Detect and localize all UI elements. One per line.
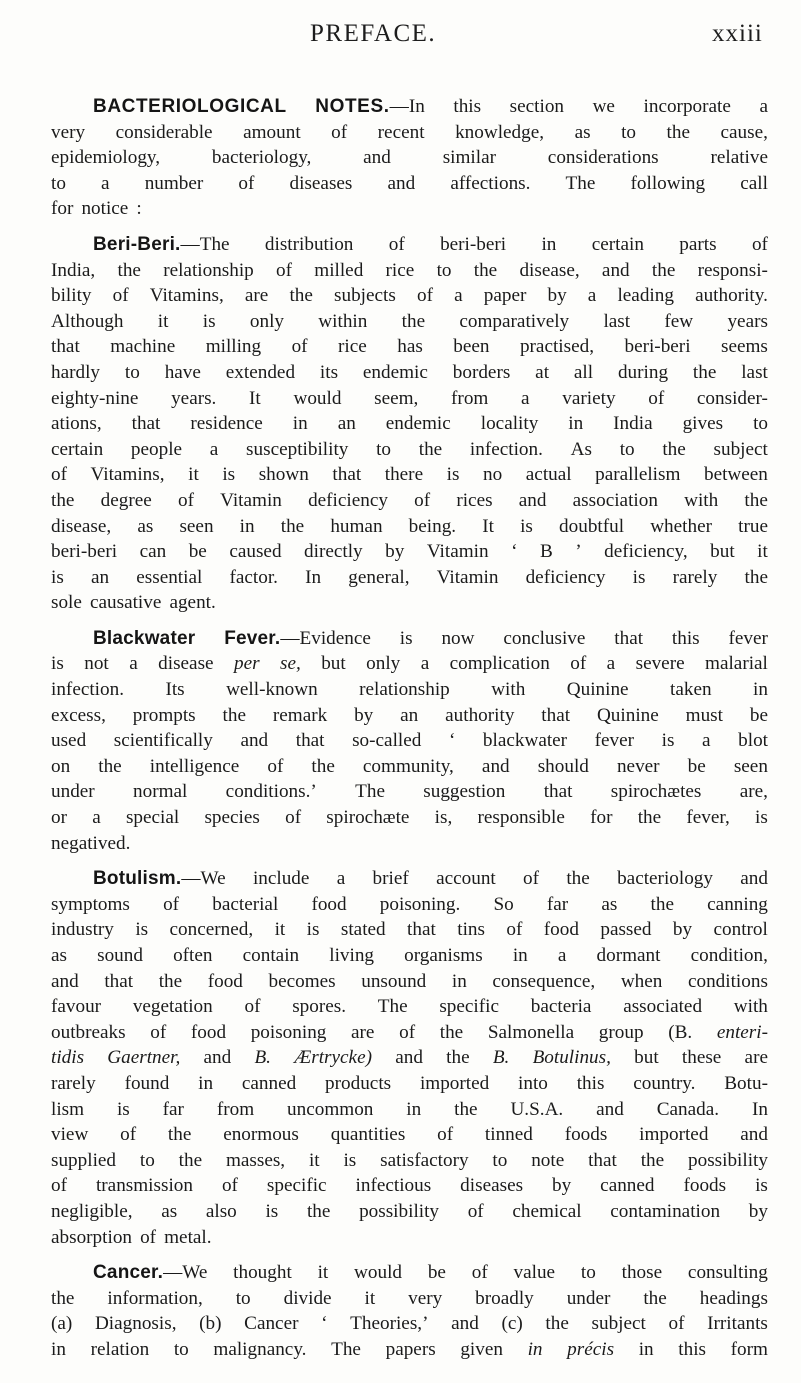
text-line: symptoms of bacterial food poisoning. So far as the canning bbox=[51, 893, 768, 915]
paragraph-beri-beri bbox=[0, 232, 801, 616]
text-line: that machine milling of rice has been practised, beri-beri seems bbox=[51, 336, 768, 358]
text-line: India, the relationship of milled rice to the disease, and the responsi- bbox=[51, 259, 768, 281]
paragraph-cancer bbox=[0, 1260, 801, 1362]
text-line: disease, as seen in the human being. It is doubtful whether true bbox=[51, 515, 768, 537]
text-line: bility of Vitamins, are the subjects of a paper by a leading authority. bbox=[51, 285, 768, 307]
text-line: or a special species of spirochæte is, responsible for the fever, is bbox=[51, 807, 768, 829]
paragraph-botulism bbox=[0, 866, 801, 1250]
text-line: certain people a susceptibility to the infection. As to the subject bbox=[51, 438, 768, 460]
text-line: Blackwater Fever.—Evidence is now conclusive that this fever bbox=[93, 627, 768, 649]
text-line: very considerable amount of recent knowledge, as to the cause, bbox=[51, 121, 768, 143]
paragraph-blackwater-fever bbox=[0, 626, 801, 856]
text-line: negligible, as also is the possibility of chemical contamination by bbox=[51, 1200, 768, 1222]
text-line: infection. Its well-known relationship with Quinine taken in bbox=[51, 679, 768, 701]
text-line: excess, prompts the remark by an authority that Quinine must be bbox=[51, 704, 768, 726]
text-line: ations, that residence in an endemic locality in India gives to bbox=[51, 413, 768, 435]
running-title: PREFACE. bbox=[310, 20, 437, 47]
text-line: tidis Gaertner, and B. Ærtrycke) and the B. Botulinus, but these are bbox=[51, 1047, 768, 1069]
text-line: absorption of metal. bbox=[51, 1226, 212, 1248]
text-line: is not a disease per se, but only a complication of a severe malarial bbox=[51, 653, 768, 675]
text-line: view of the enormous quantities of tinned foods imported and bbox=[51, 1124, 768, 1146]
text-line: eighty-nine years. It would seem, from a variety of consider- bbox=[51, 387, 768, 409]
text-line: the degree of Vitamin deficiency of rices and association with the bbox=[51, 489, 768, 511]
text-line: is an essential factor. In general, Vitamin deficiency is rarely the bbox=[51, 566, 768, 588]
text-line: beri-beri can be caused directly by Vitamin ‘ B ’ deficiency, but it bbox=[51, 541, 768, 563]
text-line: Cancer.—We thought it would be of value to those consulting bbox=[93, 1262, 768, 1284]
text-line: used scientifically and that so-called ‘ blackwater fever is a blot bbox=[51, 730, 768, 752]
paragraph-bacteriological-notes bbox=[0, 94, 801, 222]
text-line: and that the food becomes unsound in consequence, when conditions bbox=[51, 970, 768, 992]
body-text bbox=[0, 94, 801, 1373]
text-line: as sound often contain living organisms in a dormant condition, bbox=[51, 945, 768, 966]
text-line: Botulism.—We include a brief account of the bacteriology and bbox=[93, 868, 768, 890]
text-line: negatived. bbox=[51, 832, 131, 854]
text-line: Beri-Beri.—The distribution of beri-beri in certain parts of bbox=[93, 233, 768, 255]
text-line: outbreaks of food poisoning are of the Salmonella group (B. enteri- bbox=[51, 1021, 768, 1043]
text-line: in relation to malignancy. The papers given in précis in this form bbox=[51, 1338, 768, 1360]
text-line: on the intelligence of the community, and should never be seen bbox=[51, 755, 768, 777]
running-head bbox=[0, 14, 801, 54]
text-line: for notice : bbox=[51, 198, 142, 220]
text-line: BACTERIOLOGICAL NOTES.—In this section we incorporate a bbox=[93, 96, 768, 117]
text-line: sole causative agent. bbox=[51, 592, 216, 614]
text-line: rarely found in canned products imported into this country. Botu- bbox=[51, 1072, 768, 1094]
text-line: Although it is only within the comparatively last few years bbox=[51, 310, 768, 332]
text-line: hardly to have extended its endemic borders at all during the last bbox=[51, 361, 768, 383]
text-line: of transmission of specific infectious diseases by canned foods is bbox=[51, 1175, 768, 1197]
text-line: the information, to divide it very broadly under the headings bbox=[51, 1287, 768, 1309]
text-line: epidemiology, bacteriology, and similar considerations relative bbox=[51, 147, 768, 169]
text-line: lism is far from uncommon in the U.S.A. and Canada. In bbox=[51, 1098, 768, 1120]
page-number: xxiii bbox=[712, 20, 763, 47]
text-line: under normal conditions.’ The suggestion that spirochætes are, bbox=[51, 781, 768, 803]
text-line: supplied to the masses, it is satisfactory to note that the possibility bbox=[51, 1149, 768, 1171]
text-line: of Vitamins, it is shown that there is no actual parallelism between bbox=[51, 464, 768, 486]
text-line: (a) Diagnosis, (b) Cancer ‘ Theories,’ and (c) the subject of Irritants bbox=[51, 1313, 768, 1335]
text-line: favour vegetation of spores. The specific bacteria associated with bbox=[51, 996, 768, 1018]
text-line: to a number of diseases and affections. The following call bbox=[51, 172, 768, 194]
text-line: industry is concerned, it is stated that tins of food passed by control bbox=[51, 919, 768, 941]
